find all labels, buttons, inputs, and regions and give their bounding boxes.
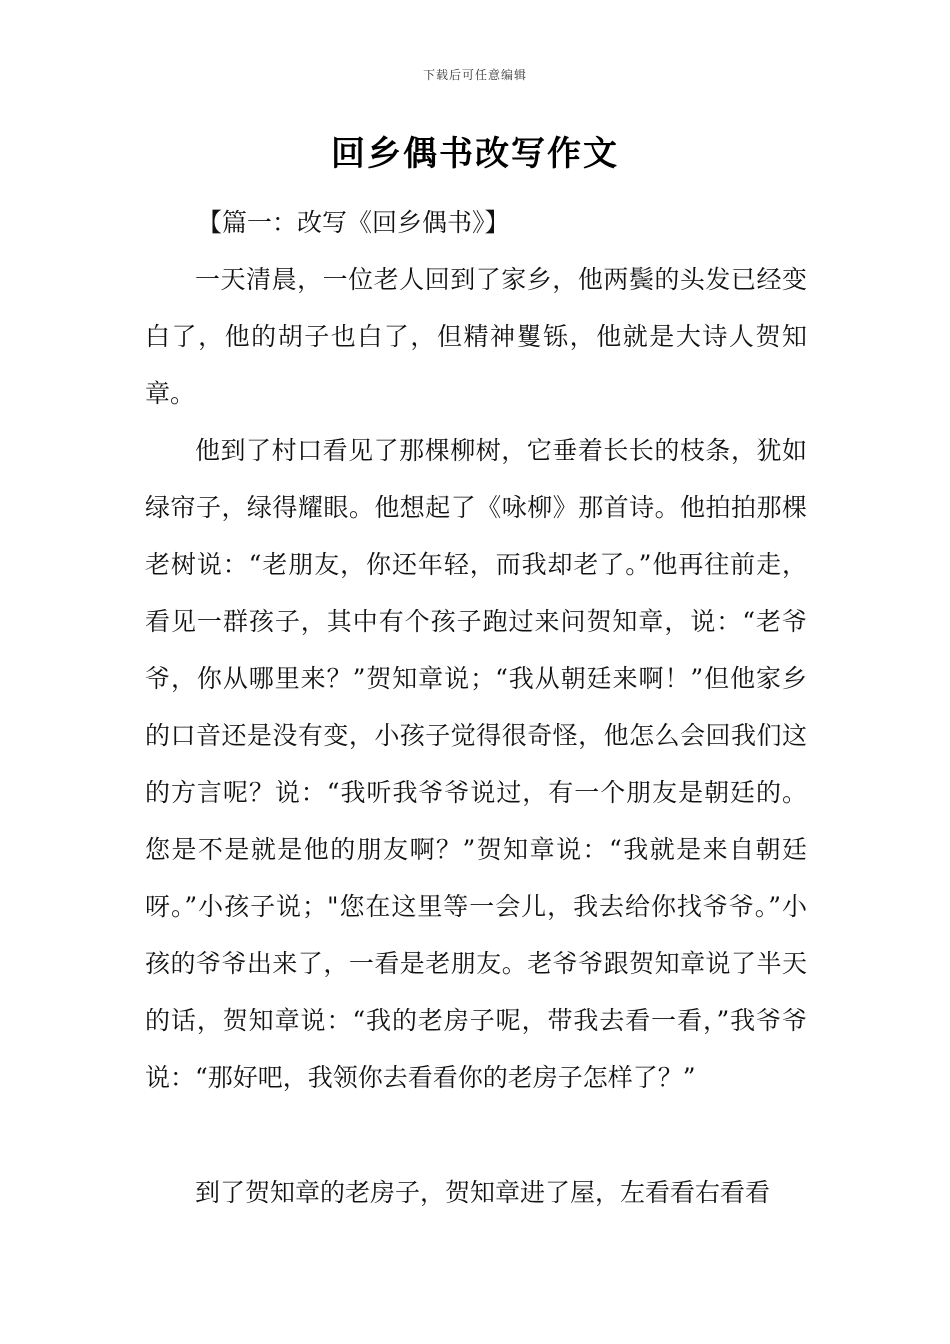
header-note: 下载后可任意编辑 — [422, 68, 527, 82]
page-title: 回乡偶书改写作文 — [331, 134, 619, 174]
paragraph-2 — [145, 422, 807, 1106]
paragraph-text: 一天清晨，一位老人回到了家乡，他两鬓的头发已经变白了，他的胡子也白了，但精神矍铄，他就是大诗人贺知章。 — [145, 265, 807, 408]
paragraph-1 — [145, 251, 807, 422]
paragraph-text: 他到了村口看见了那棵柳树，它垂着长长的枝条，犹如绿帘子，绿得耀眼。他想起了《咏柳》那首诗。他拍拍那棵老树说：“老朋友，你还年轻，而我却老了。”他再往前走，看见一群孩子，其中有个孩子跑过来问贺知章，说：“老爷爷，你从哪里来？”贺知章说；“我从朝廷来啊！”但他家乡的口音还是没有变，小孩子觉得很奇怪，他怎么会回我们这的方言呢？说：“我听我爷爷说过，有一个朋友是朝廷的。您是不是就是他的朋友啊？”贺知章说：“我就是来自朝廷呀。”小孩子说；"您在这里等一会儿，我去给你找爷爷。”小孩的爷爷出来了，一看是老朋友。老爷爷跟贺知章说了半天的话，贺知章说：“我的老房子呢，带我去看一看，”我爷爷说：“那好吧，我领你去看看你的老房子怎样了？” — [145, 436, 807, 1092]
paragraph-3 — [145, 1164, 807, 1221]
section-heading: 【篇一：改写《回乡偶书》】 — [197, 208, 510, 237]
paragraph-text: 到了贺知章的老房子，贺知章进了屋，左看看右看看 — [195, 1178, 771, 1207]
